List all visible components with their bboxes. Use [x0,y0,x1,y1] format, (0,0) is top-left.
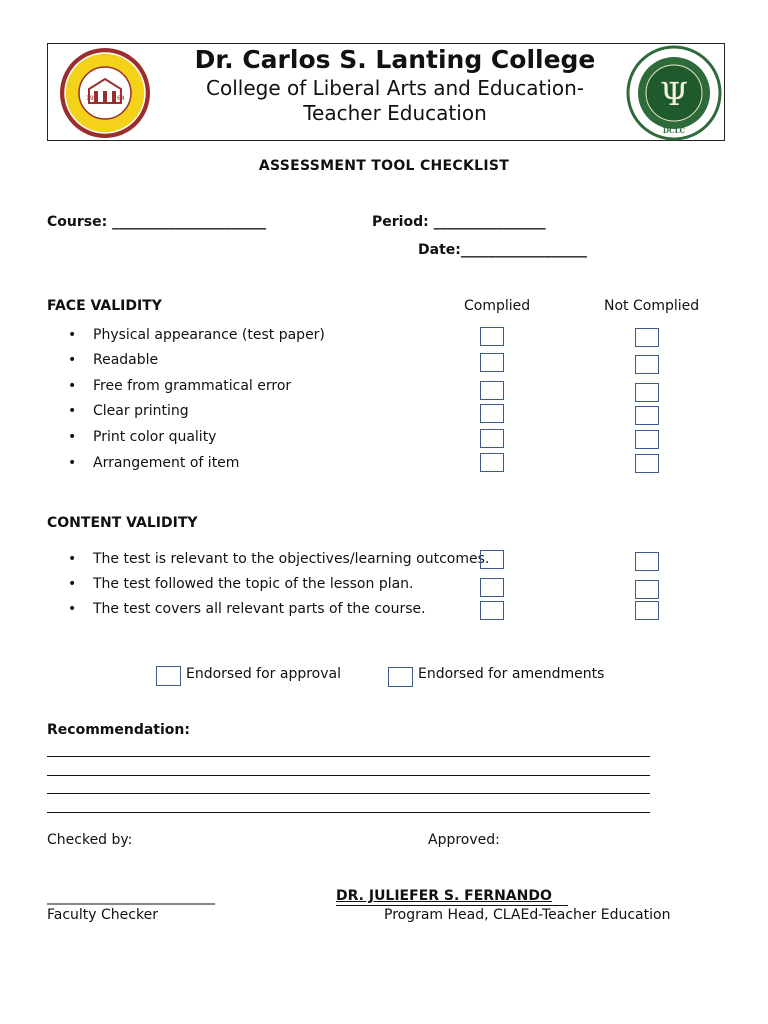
endorse-amendments-label: Endorsed for amendments [418,666,605,682]
checker-signature-line[interactable]: ________________________ [47,889,215,905]
period-field[interactable]: Period: ________________ [372,214,546,230]
not-complied-checkbox[interactable] [635,328,659,347]
recommendation-line[interactable] [47,756,650,757]
not-complied-checkbox[interactable] [635,552,659,571]
department-seal-logo [624,45,724,145]
not-complied-checkbox[interactable] [635,454,659,473]
face-item-label: Clear printing [93,403,189,419]
department-line-1: College of Liberal Arts and Education- [206,76,584,100]
face-item-label: Free from grammatical error [93,378,292,394]
department-line-2: Teacher Education [303,101,487,125]
recommendation-label: Recommendation: [47,722,190,738]
page-title: ASSESSMENT TOOL CHECKLIST [258,158,510,174]
bullet: • [68,378,77,394]
seal-abbr: DCLC [662,126,686,135]
seal-year-right: 64 [117,95,125,102]
complied-checkbox[interactable] [480,327,504,346]
face-item-label: Physical appearance (test paper) [93,327,325,343]
bullet: • [68,352,77,368]
not-complied-checkbox[interactable] [635,383,659,402]
bullet: • [68,327,77,343]
course-field[interactable]: Course: ______________________ [47,214,267,230]
bullet: • [68,576,77,592]
endorse-approval-label: Endorsed for approval [186,666,341,682]
bullet: • [68,429,77,445]
program-head-name: DR. JULIEFER S. FERNANDO [336,888,568,906]
complied-checkbox[interactable] [480,381,504,400]
complied-checkbox[interactable] [480,453,504,472]
not-complied-checkbox[interactable] [635,355,659,374]
content-validity-heading: CONTENT VALIDITY [47,515,198,531]
college-name: Dr. Carlos S. Lanting College [194,45,596,74]
content-item-label: The test is relevant to the objectives/learning outcomes. [93,551,490,567]
face-item-label: Print color quality [93,429,217,445]
not-complied-checkbox[interactable] [635,601,659,620]
bullet: • [68,551,77,567]
recommendation-line[interactable] [47,775,650,776]
complied-checkbox[interactable] [480,429,504,448]
date-field[interactable]: Date:__________________ [418,242,587,258]
face-item-label: Readable [93,352,159,368]
face-validity-heading: FACE VALIDITY [47,298,162,314]
bullet: • [68,403,77,419]
approved-label: Approved: [428,832,500,848]
psi-symbol-icon: Ψ [659,75,689,113]
content-item-label: The test followed the topic of the lesson plan. [93,576,414,592]
not-complied-checkbox[interactable] [635,580,659,599]
complied-column-header: Complied [464,298,531,314]
program-head-role: Program Head, CLAEd-Teacher Education [384,907,671,923]
bullet: • [68,601,77,617]
not-complied-column-header: Not Complied [604,298,700,314]
content-item-label: The test covers all relevant parts of the course. [93,601,426,617]
complied-checkbox[interactable] [480,353,504,372]
checker-role: Faculty Checker [47,907,158,923]
endorse-amendments-checkbox[interactable] [388,667,413,687]
seal-year-left: 19 [86,95,94,102]
recommendation-line[interactable] [47,793,650,794]
endorse-approval-checkbox[interactable] [156,666,181,686]
not-complied-checkbox[interactable] [635,406,659,425]
face-item-label: Arrangement of item [93,455,240,471]
complied-checkbox[interactable] [480,601,504,620]
complied-checkbox[interactable] [480,578,504,597]
bullet: • [68,455,77,471]
not-complied-checkbox[interactable] [635,430,659,449]
checked-by-label: Checked by: [47,832,133,848]
complied-checkbox[interactable] [480,550,504,569]
recommendation-line[interactable] [47,812,650,813]
complied-checkbox[interactable] [480,404,504,423]
